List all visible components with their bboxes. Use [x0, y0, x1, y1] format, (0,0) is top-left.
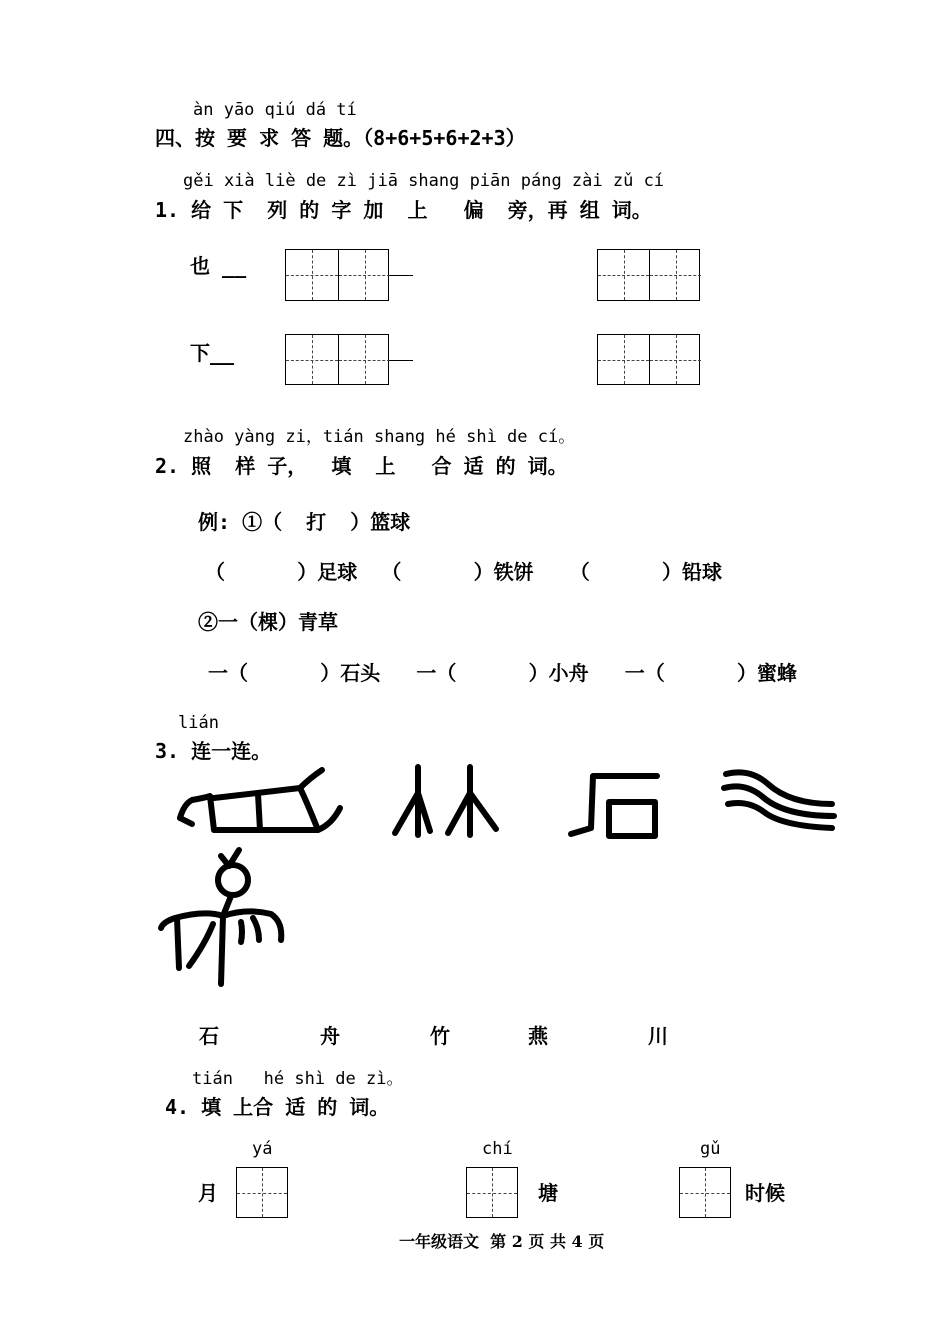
q4-item3-grid[interactable]	[679, 1167, 731, 1218]
q4-item3-after: 时候	[745, 1181, 785, 1205]
page-footer: 一年级语文 第 2 页 共 4 页	[399, 1232, 605, 1251]
q1-pinyin: gěi xià liè de zì jiā shang piān páng zài zǔ cí	[183, 171, 665, 191]
q2-line1[interactable]: （ ）足球 （ ）铁饼 （ ）铅球	[205, 560, 722, 584]
q4-item2-grid[interactable]	[466, 1167, 518, 1218]
q2-example1: 例: ①（ 打 ）篮球	[198, 510, 411, 534]
q4-item1-grid[interactable]	[236, 1167, 288, 1218]
section4-pinyin: àn yāo qiú dá tí	[193, 100, 357, 120]
q1-row1-char: 也 __	[190, 254, 247, 278]
q4-item1-before: 月	[198, 1181, 218, 1205]
q1-title: 1. 给 下 列 的 字 加 上 偏 旁，再 组 词。	[155, 198, 652, 222]
answer-2[interactable]: 舟	[320, 1024, 340, 1048]
section4-title: 四、按 要 求 答 题。（8+6+5+6+2+3）	[155, 126, 526, 150]
q2-line2[interactable]: 一（ ）石头 一（ ）小舟 一（ ）蜜蜂	[208, 661, 797, 685]
q2-example2: ②一（棵）青草	[198, 610, 338, 634]
river-pictograph-icon[interactable]	[720, 768, 840, 838]
q1-row1-underline	[389, 275, 413, 276]
q4-item2-after: 塘	[538, 1181, 558, 1205]
swallow-pictograph-icon[interactable]	[155, 848, 290, 988]
q1-row2-answer-grid-2[interactable]	[597, 334, 700, 385]
stone-pictograph-icon[interactable]	[565, 772, 660, 842]
q4-title: 4. 填 上合 适 的 词。	[165, 1095, 390, 1119]
answer-3[interactable]: 竹	[430, 1024, 450, 1048]
q1-row2-answer-grid-1[interactable]	[285, 334, 389, 385]
answer-5[interactable]: 川	[648, 1024, 668, 1048]
answer-1[interactable]: 石	[199, 1024, 219, 1048]
q4-pinyin: tián hé shì de zì。	[192, 1069, 404, 1089]
q2-pinyin: zhào yàng zi，tián shang hé shì de cí。	[183, 427, 576, 447]
q4-item3-pinyin: gǔ	[700, 1139, 721, 1159]
q2-title: 2. 照 样 子， 填 上 合 适 的 词。	[155, 454, 568, 478]
q3-title: 3. 连一连。	[155, 739, 272, 763]
q4-item1-pinyin: yá	[252, 1139, 273, 1159]
q1-row2-char: 下__	[190, 341, 235, 365]
q1-row1-answer-grid-2[interactable]	[597, 249, 700, 301]
q3-pinyin: lián	[178, 713, 219, 733]
bamboo-pictograph-icon[interactable]	[390, 765, 502, 837]
q4-item2-pinyin: chí	[482, 1139, 513, 1159]
boat-pictograph-icon[interactable]	[178, 768, 348, 838]
q1-row2-underline	[389, 360, 413, 361]
answer-4[interactable]: 燕	[528, 1024, 548, 1048]
q1-row1-answer-grid-1[interactable]	[285, 249, 389, 301]
